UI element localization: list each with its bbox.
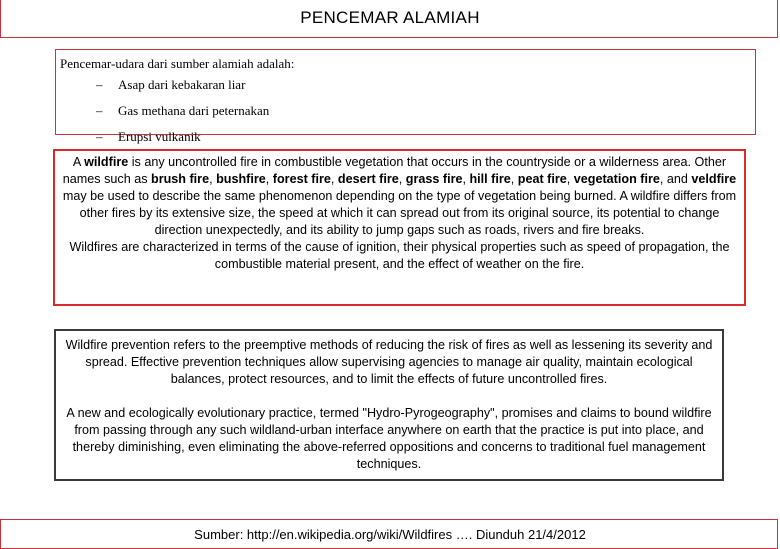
separator: , (330, 172, 338, 186)
natural-sources-box (55, 49, 756, 144)
term: grass fire (405, 172, 463, 186)
wildfire-paragraph-1 (59, 154, 740, 239)
list-dash: – (96, 103, 103, 118)
term: vegetation fire (573, 172, 660, 186)
list-item-text: Asap dari kebakaran liar (118, 77, 246, 92)
text-run: A (72, 155, 85, 169)
separator: , (510, 172, 518, 186)
text-run: is any uncontrolled fire in combustible vegetation that occurs in the countryside or a wilderness area. Other names such as (62, 155, 727, 186)
list-item (96, 104, 269, 130)
term: hill fire (469, 172, 511, 186)
wildfire-prevention-box (54, 329, 724, 481)
separator: , (462, 172, 470, 186)
list-item-text: Gas methana dari peternakan (118, 103, 270, 118)
sources-intro: Pencemar-udara dari sumber alamiah adalah: (60, 56, 295, 71)
prevention-paragraph-2: A new and ecologically evolutionary practice, termed "Hydro-Pyrogeography", promises and claims to bound wildfire from passing through any such wildland-urban interface anywhere on earth that the practice is put into place, and thereby diminishing, even eliminating the above-referred oppositions and concerns to traditional fuel management techniques. (66, 406, 712, 471)
wildfire-paragraph-2: Wildfires are characterized in terms of the cause of ignition, their physical properties such as speed of propagation, the combustible material present, and the effect of weather on the fire. (69, 240, 730, 271)
list-item-text: Erupsi vulkanik (118, 129, 201, 144)
sources-list (96, 78, 269, 156)
separator: , (265, 172, 273, 186)
separator: , and (659, 172, 692, 186)
page-title: PENCEMAR ALAMIAH (300, 8, 480, 27)
term: peat fire (517, 172, 567, 186)
prevention-paragraph-1: Wildfire prevention refers to the preemptive methods of reducing the risk of fires as well as lessening its severity and spread. Effective prevention techniques allow supervising agencies to manage air quality, maintain ecological balances, protect resources, and to limit the effects of future uncontrolled fires. (65, 338, 713, 386)
term: brush fire (151, 172, 210, 186)
term: forest fire (272, 172, 331, 186)
separator: , (566, 172, 574, 186)
list-dash: – (96, 77, 103, 92)
list-dash: – (96, 129, 103, 144)
term: veldfire (691, 172, 737, 186)
wildfire-definition-box (53, 149, 746, 306)
separator: , (398, 172, 406, 186)
text-run: may be used to describe the same phenomenon depending on the type of vegetation being burned. A wildfire differs from other fires by its extensive size, the speed at which it can spread out from its original source, its potential to change direction unexpectedly, and its ability to jump gaps such as roads, rivers and fire breaks. (62, 189, 737, 237)
term: bushfire (216, 172, 266, 186)
list-item (96, 78, 269, 104)
separator: , (209, 172, 217, 186)
term: desert fire (337, 172, 399, 186)
term-wildfire: wildfire (84, 155, 129, 169)
source-citation: Sumber: http://en.wikipedia.org/wiki/Wildfires …. Diunduh 21/4/2012 (194, 527, 586, 542)
